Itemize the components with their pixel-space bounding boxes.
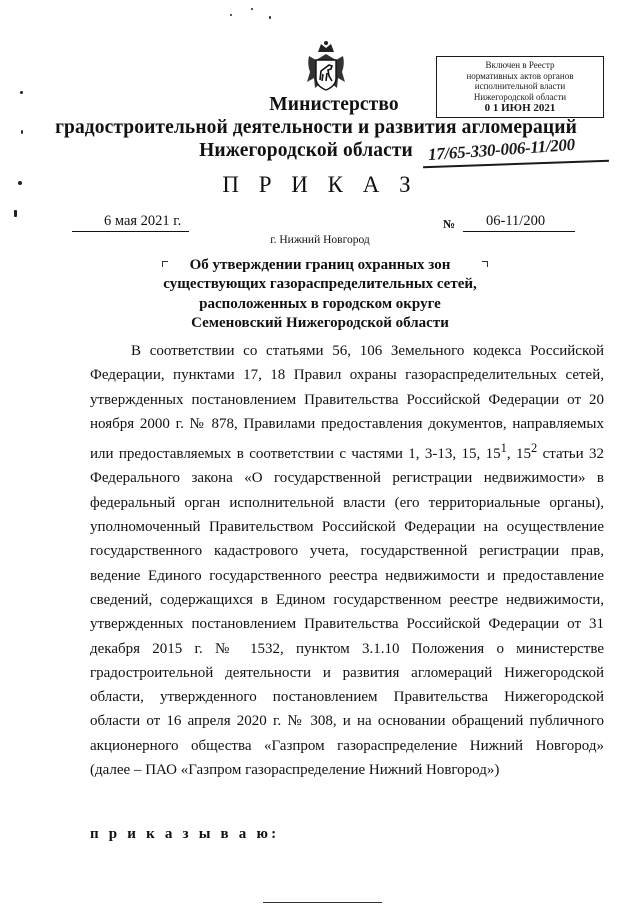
- stamp-line: Включен в Реестр: [485, 60, 555, 70]
- stamp-date: 0 1 ИЮН 2021: [484, 102, 556, 114]
- preamble-paragraph: [90, 339, 604, 782]
- scan-speck: [251, 8, 253, 10]
- subject-line: существующих газораспределительных сетей,: [163, 276, 477, 293]
- stamp-line: исполнительной власти: [474, 81, 566, 91]
- number-sign: №: [443, 217, 456, 231]
- document-type-title: П Р И К А З: [222, 172, 418, 197]
- order-word: п р и к а з ы в а ю:: [90, 826, 280, 842]
- preamble-text: , 15: [506, 446, 531, 463]
- preamble-text: В соответствии со статьями 56, 106 Земельного кодекса Российской Федерации, пунктами 17, 18 Правил охраны газораспределительных сетей, утвержденных постановлением Правительства Российской Федерации от 20 ноября 2000 г. № 878, Правилами предоставления документов, направляемых или предоставляемых в соответствии с частями 1, 3-13, 15, 15: [90, 343, 604, 463]
- registration-number: 17/65-330-006-11/200: [427, 134, 576, 165]
- ministry-title: градостроительной деятельности и развития агломераций: [55, 117, 577, 138]
- document-subject: [0, 256, 640, 333]
- date-underline: [72, 231, 189, 232]
- superscript: 2: [530, 441, 538, 456]
- document-number: 06-11/200: [486, 213, 546, 229]
- scan-speck: [269, 16, 271, 19]
- scan-speck: [230, 14, 232, 16]
- footer-rule: [263, 902, 382, 903]
- document-city: г. Нижний Новгород: [270, 234, 370, 246]
- preamble-text: статьи 32 Федерального закона «О государственной регистрации недвижимости» в федеральный орган исполнительной власти (его территориальные органы), уполномоченный Правительством Российской Федерации на осуществление государственного кадастрового учета, государственной регистрации прав, ведение Единого государственного реестра недвижимости и предоставление сведений, содержащихся в Едином государственном реестре недвижимости, утвержденных постановлением Правительства Российской Федерации от 31 декабря 2015 г. № 1532, пунктом 3.1.10 Положения о министерстве градостроительной деятельности и развития агломераций Нижегородской области, утвержденного постановлением Правительства Нижегородской области от 16 апреля 2020 г. № 308, и на основании обращений публичного акционерного общества «Газпром газораспределение Нижний Новгород» (далее – ПАО «Газпром газораспределение Нижний Новгород»): [90, 446, 605, 779]
- coat-of-arms-icon: [301, 38, 351, 98]
- subject-line: Об утверждении границ охранных зон: [189, 257, 451, 273]
- ministry-title: Министерство: [269, 94, 399, 115]
- superscript: 1: [500, 441, 507, 456]
- scan-speck: [14, 210, 17, 217]
- subject-line: Семеновский Нижегородской области: [191, 314, 449, 331]
- subject-line: расположенных в городском округе: [199, 295, 441, 312]
- document-date: 6 мая 2021 г.: [104, 213, 182, 229]
- stamp-line: Нижегородской области: [473, 91, 567, 102]
- number-underline: [463, 231, 575, 232]
- ministry-region: Нижегородской области: [199, 140, 413, 161]
- stamp-line: нормативных актов органов: [466, 70, 574, 81]
